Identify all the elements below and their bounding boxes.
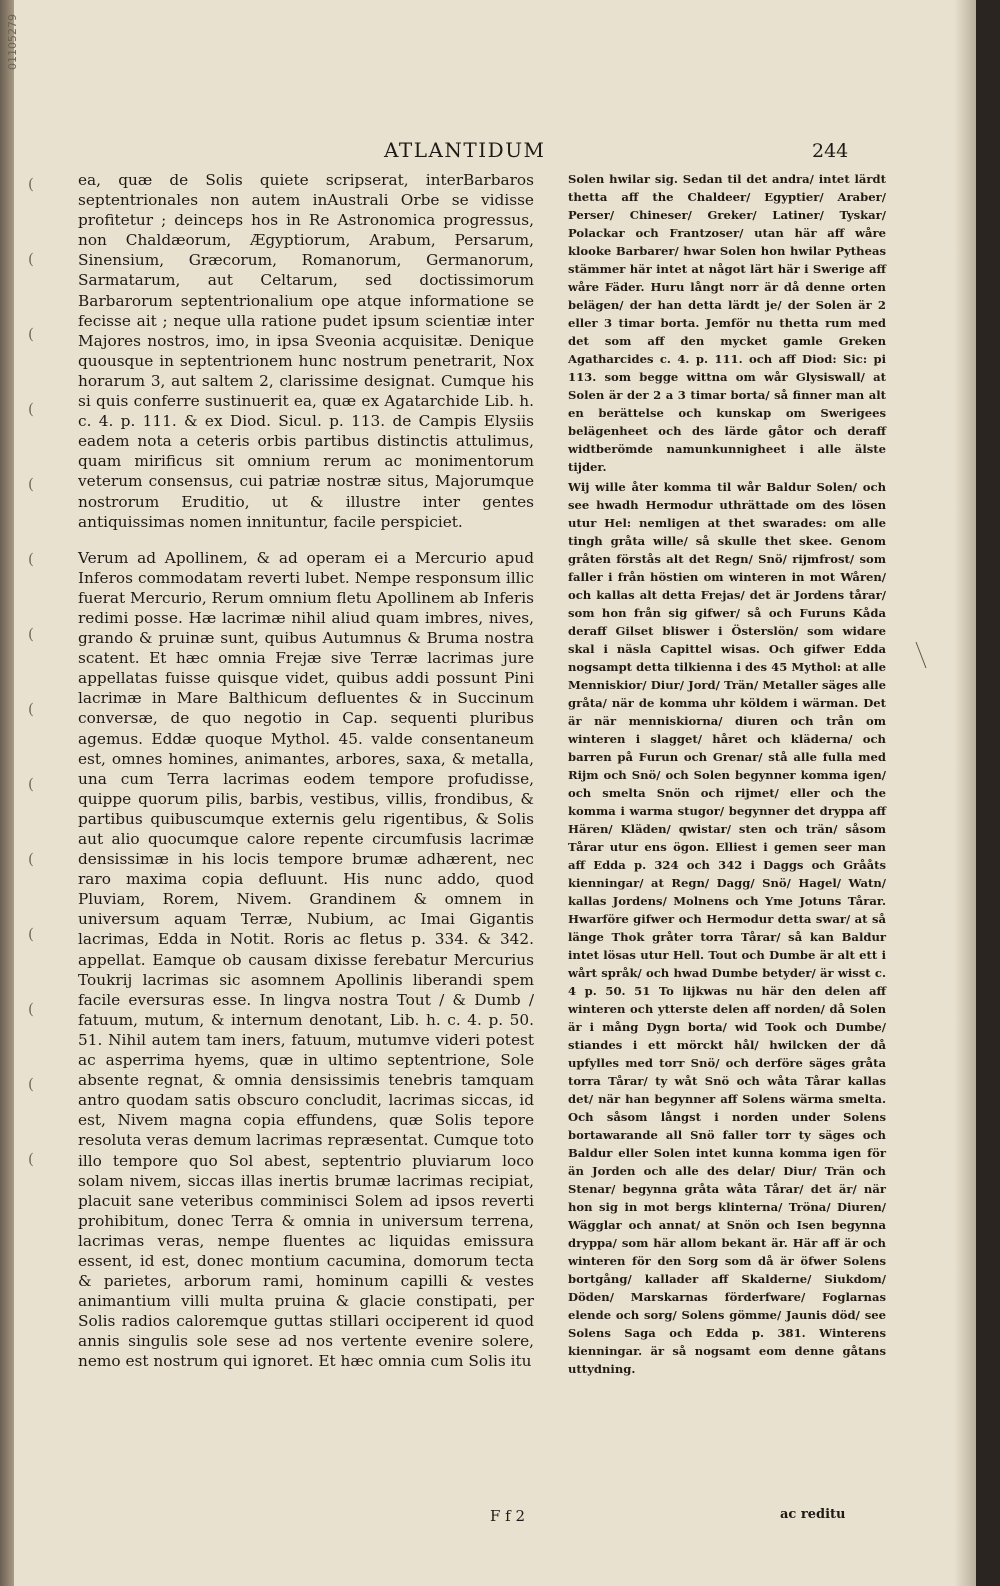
margin-mark: ( xyxy=(28,850,34,868)
page-number: 244 xyxy=(812,140,849,162)
left-margin-marks xyxy=(28,175,48,1225)
ink-stroke-mark xyxy=(914,640,928,670)
margin-mark: ( xyxy=(28,775,34,793)
margin-mark: ( xyxy=(28,550,34,568)
library-edge-mark: 01105279 xyxy=(6,14,19,70)
margin-mark: ( xyxy=(28,325,34,343)
running-head: ATLANTIDUM xyxy=(384,138,546,162)
swedish-paragraph-1: Solen hwilar sig. Sedan til det andra/ intet lärdt thetta aff the Chaldeer/ Egyptier/ Araber/ Perser/ Chineser/ Greker/ Latiner/ Tyskar/ Polackar och Frantzoser/ utan här aff wåre klooke Barbarer/ hwar Solen hon hwilar Pytheas stämmer här intet at något lärt här i Swerige aff wåre Fäder. Huru långt norr är då denne orten belägen/ der han detta lärdt je/ der Solen är 2 eller 3 timar borta. Jemför nu thetta rum med det som aff den mycket gamle Greken Agatharcides c. 4. p. 111. och aff Diod: Sic: pi 113. som begge wittna om wår Glysiswall/ at Solen är der 2 a 3 timar borta/ så finner man alt en berättelse och kunskap om Swerigees belägenheet och des lärde gåtor och deraff widtberömde namunkunnigheet i alle älste tijder. xyxy=(568,172,886,474)
book-gutter xyxy=(0,0,14,1586)
book-page xyxy=(6,0,976,1586)
signature-mark: F f 2 xyxy=(490,1507,526,1525)
margin-mark: ( xyxy=(28,400,34,418)
margin-mark: ( xyxy=(28,1150,34,1168)
swedish-paragraph-2: Wij wille åter komma til wår Baldur Solen/ och see hwadh Hermodur uthrättade om des lösen utur Hel: nemligen at thet swarades: om alle tingh gråta wille/ så skulle thet skee. Genom gråten förstås alt det Regn/ Snö/ rijmfrost/ som faller i från höstien om winteren in mot Wåren/ och kallas alt detta Frejas/ det är Jordens tårar/ som hon från sig gifwer/ så och Furuns Kåda deraff Gilset bliswer i Österslön/ som widare skal i näsla Capittel wisas. Och gifwer Edda nogsampt detta tilkienna i des 45 Mythol: at alle Menniskior/ Diur/ Jord/ Trän/ Metaller säges alle gråta/ när de komma uhr köldem i wärman. Det är när menniskiorna/ diuren och trån om winteren i slagget/ håret och kläderna/ och barren på Furun och Grenar/ stå alle fulla med Rijm och Snö/ och Solen begynner komma igen/ och smelta Snön och rijmet/ eller och the komma i warma stugor/ begynner det dryppa aff Hären/ Kläden/ qwistar/ sten och trän/ såsom Tårar utur ens ögon. Elliest i gemen seer man aff Edda p. 324 och 342 i Daggs och Grååts kienningar/ at Regn/ Dagg/ Snö/ Hagel/ Watn/ kallas Jordens/ Molnens och Yme Jotuns Tårar. Hwarföre gifwer och Hermodur detta swar/ at så länge Thok gråter torra Tårar/ så kan Baldur intet lösas utur Hell. Tout och Dumbe är alt ett i wårt språk/ och hwad Dumbe betyder/ är wisst c. 4 p. 50. 51 To lijkwas nu här den delen aff winteren och ytterste delen aff norden/ då Solen är i mång Dygn borta/ wid Took och Dumbe/ stiandes i ett mörckt hål/ hwilcken der då upfylles med torr Snö/ och derföre säges gråta torra Tårar/ ty wåt Snö och wåta Tårar kallas det/ när han begynner aff Solens wärma smelta. Och såsom långst i norden under Solens bortawarande all Snö faller torr ty säges och Baldur eller Solen intet kunna komma igen för än Jorden och alle des delar/ Diur/ Trän och Stenar/ begynna gråta wåta Tårar/ det är/ när hon sig in mot bergs klinterna/ Tröna/ Diuren/ Wägglar och annat/ at Snön och Isen begynna dryppa/ som här allom bekant är. Här aff är och winteren för den Sorg som då är öfwer Solens bortgång/ kallader aff Skalderne/ Siukdom/ Döden/ Marskarnas förderfware/ Foglarnas elende och sorg/ Solens gömme/ Jaunis död/ see Solens Saga och Edda p. 381. Winterens kienningar. är så nogsamt eom denne gåtans uttydning. xyxy=(568,480,886,1376)
latin-paragraph-1: ea, quæ de Solis quiete scripserat, interBarbaros septentrionales non autem inAustrali Orbe se vidisse profitetur ; deinceps hos in Re Astronomica progressus, non Chaldæorum, Ægyptiorum, Arabum, Persarum, Sinensium, Græcorum, Romanorum, Germanorum, Sarmatarum, aut Celtarum, sed doctissimorum Barbarorum septentrionalium ope atque informatione se fecisse ait ; neque ulla ratione pudet ipsum scientiæ inter Majores nostros, imo, in ipsa Sveonia acquisitæ. Denique quousque in septentrionem hunc nostrum penetrarit, Nox horarum 3, aut saltem 2, clarissime designat. Cumque his si quis conferre sustinuerit ea, quæ ex Agatarchide Lib. h. c. 4. p. 111. & ex Diod. Sicul. p. 113. de Campis Elysiis eadem nota a ceteris orbis partibus distinctis attulimus, quam mirificus sit omnium rerum ac monimentorum veterum consensus, cui patriæ nostræ situs, Majorumque nostrorum Eruditio, ut & illustre inter gentes antiquissimas nomen innituntur, facile perspiciet. xyxy=(78,171,534,531)
latin-column xyxy=(78,170,534,1372)
margin-mark: ( xyxy=(28,925,34,943)
page-edge-shadow xyxy=(954,0,976,1586)
latin-paragraph-2: Verum ad Apollinem, & ad operam ei a Mercurio apud Inferos commodatam reverti lubet. Nempe responsum illic fuerat Mercurio, Rerum omnium fletu Apollinem ab Inferis redimi posse. Hæ lacrimæ nihil aliud quam imbres, nives, grando & pruinæ sunt, quibus Autumnus & Bruma nostra scatent. Et hæc omnia Frejæ sive Terræ lacrimas jure appellatas fuisse quisque videt, quibus addi possunt Pini lacrimæ in Mare Balthicum defluentes & in Succinum conversæ, de quo negotio in Cap. sequenti pluribus agemus. Eddæ quoque Mythol. 45. valde consentaneum est, omnes homines, animantes, arbores, saxa, & metalla, una cum Terra lacrimas eodem tempore profudisse, quippe quorum pilis, barbis, vestibus, villis, frondibus, & partibus quibuscumque externis gelu rigentibus, & Solis aut alio quocumque calore repente circumfusis lacrimæ densissimæ in his locis tempore brumæ adhærent, nec raro maxima copia defluunt. His nunc addo, quod Pluviam, Rorem, Nivem. Grandinem & omnem in universum aquam Terræ, Nubium, ac Imai Gigantis lacrimas, Edda in Notit. Roris ac fletus p. 334. & 342. appellat. Eamque ob causam dixisse ferebatur Mercurius Toukrij lacrimas sic asomnem Apollinis liberandi spem facile eversuras esse. In lingva nostra Tout / & Dumb / fatuum, mutum, & internum denotant, Lib. h. c. 4. p. 50. 51. Nihil autem tam iners, fatuum, mutumve videri potest ac asperrima hyems, quæ in ultimo septentrione, Sole absente regnat, & omnia densissimis tenebris tamquam antro quodam satis obscuro concludit, lacrimas siccas, id est, Nivem magna copia effundens, quæ Solis tepore resoluta veras demum lacrimas repræsentat. Cumque toto illo tempore quo Sol abest, septentrio pluviarum loco solam nivem, siccas illas inertis brumæ lacrimas recipiat, placuit sane veteribus comminisci Solem ad ipsos reverti prohibitum, donec Terra & omnia in universum terrena, lacrimas veras, nempe fluentes ac liquidas emissura essent, id est, donec montium cacumina, domorum tecta & parietes, arborum rami, hominum capilli & vestes animantium villi multa pruina & glacie constipati, per Solis radios caloremque guttas stillari occiperent id quod annis singulis sole sese ad nos vertente evenire solere, nemo est nostrum qui ignoret. Et hæc omnia cum Solis itu xyxy=(78,548,534,1371)
margin-mark: ( xyxy=(28,625,34,643)
margin-mark: ( xyxy=(28,700,34,718)
margin-mark: ( xyxy=(28,175,34,193)
margin-mark: ( xyxy=(28,1000,34,1018)
margin-mark: ( xyxy=(28,250,34,268)
swedish-column xyxy=(568,170,886,1378)
margin-mark: ( xyxy=(28,1075,34,1093)
margin-mark: ( xyxy=(28,475,34,493)
catchword: ac reditu xyxy=(780,1507,846,1522)
